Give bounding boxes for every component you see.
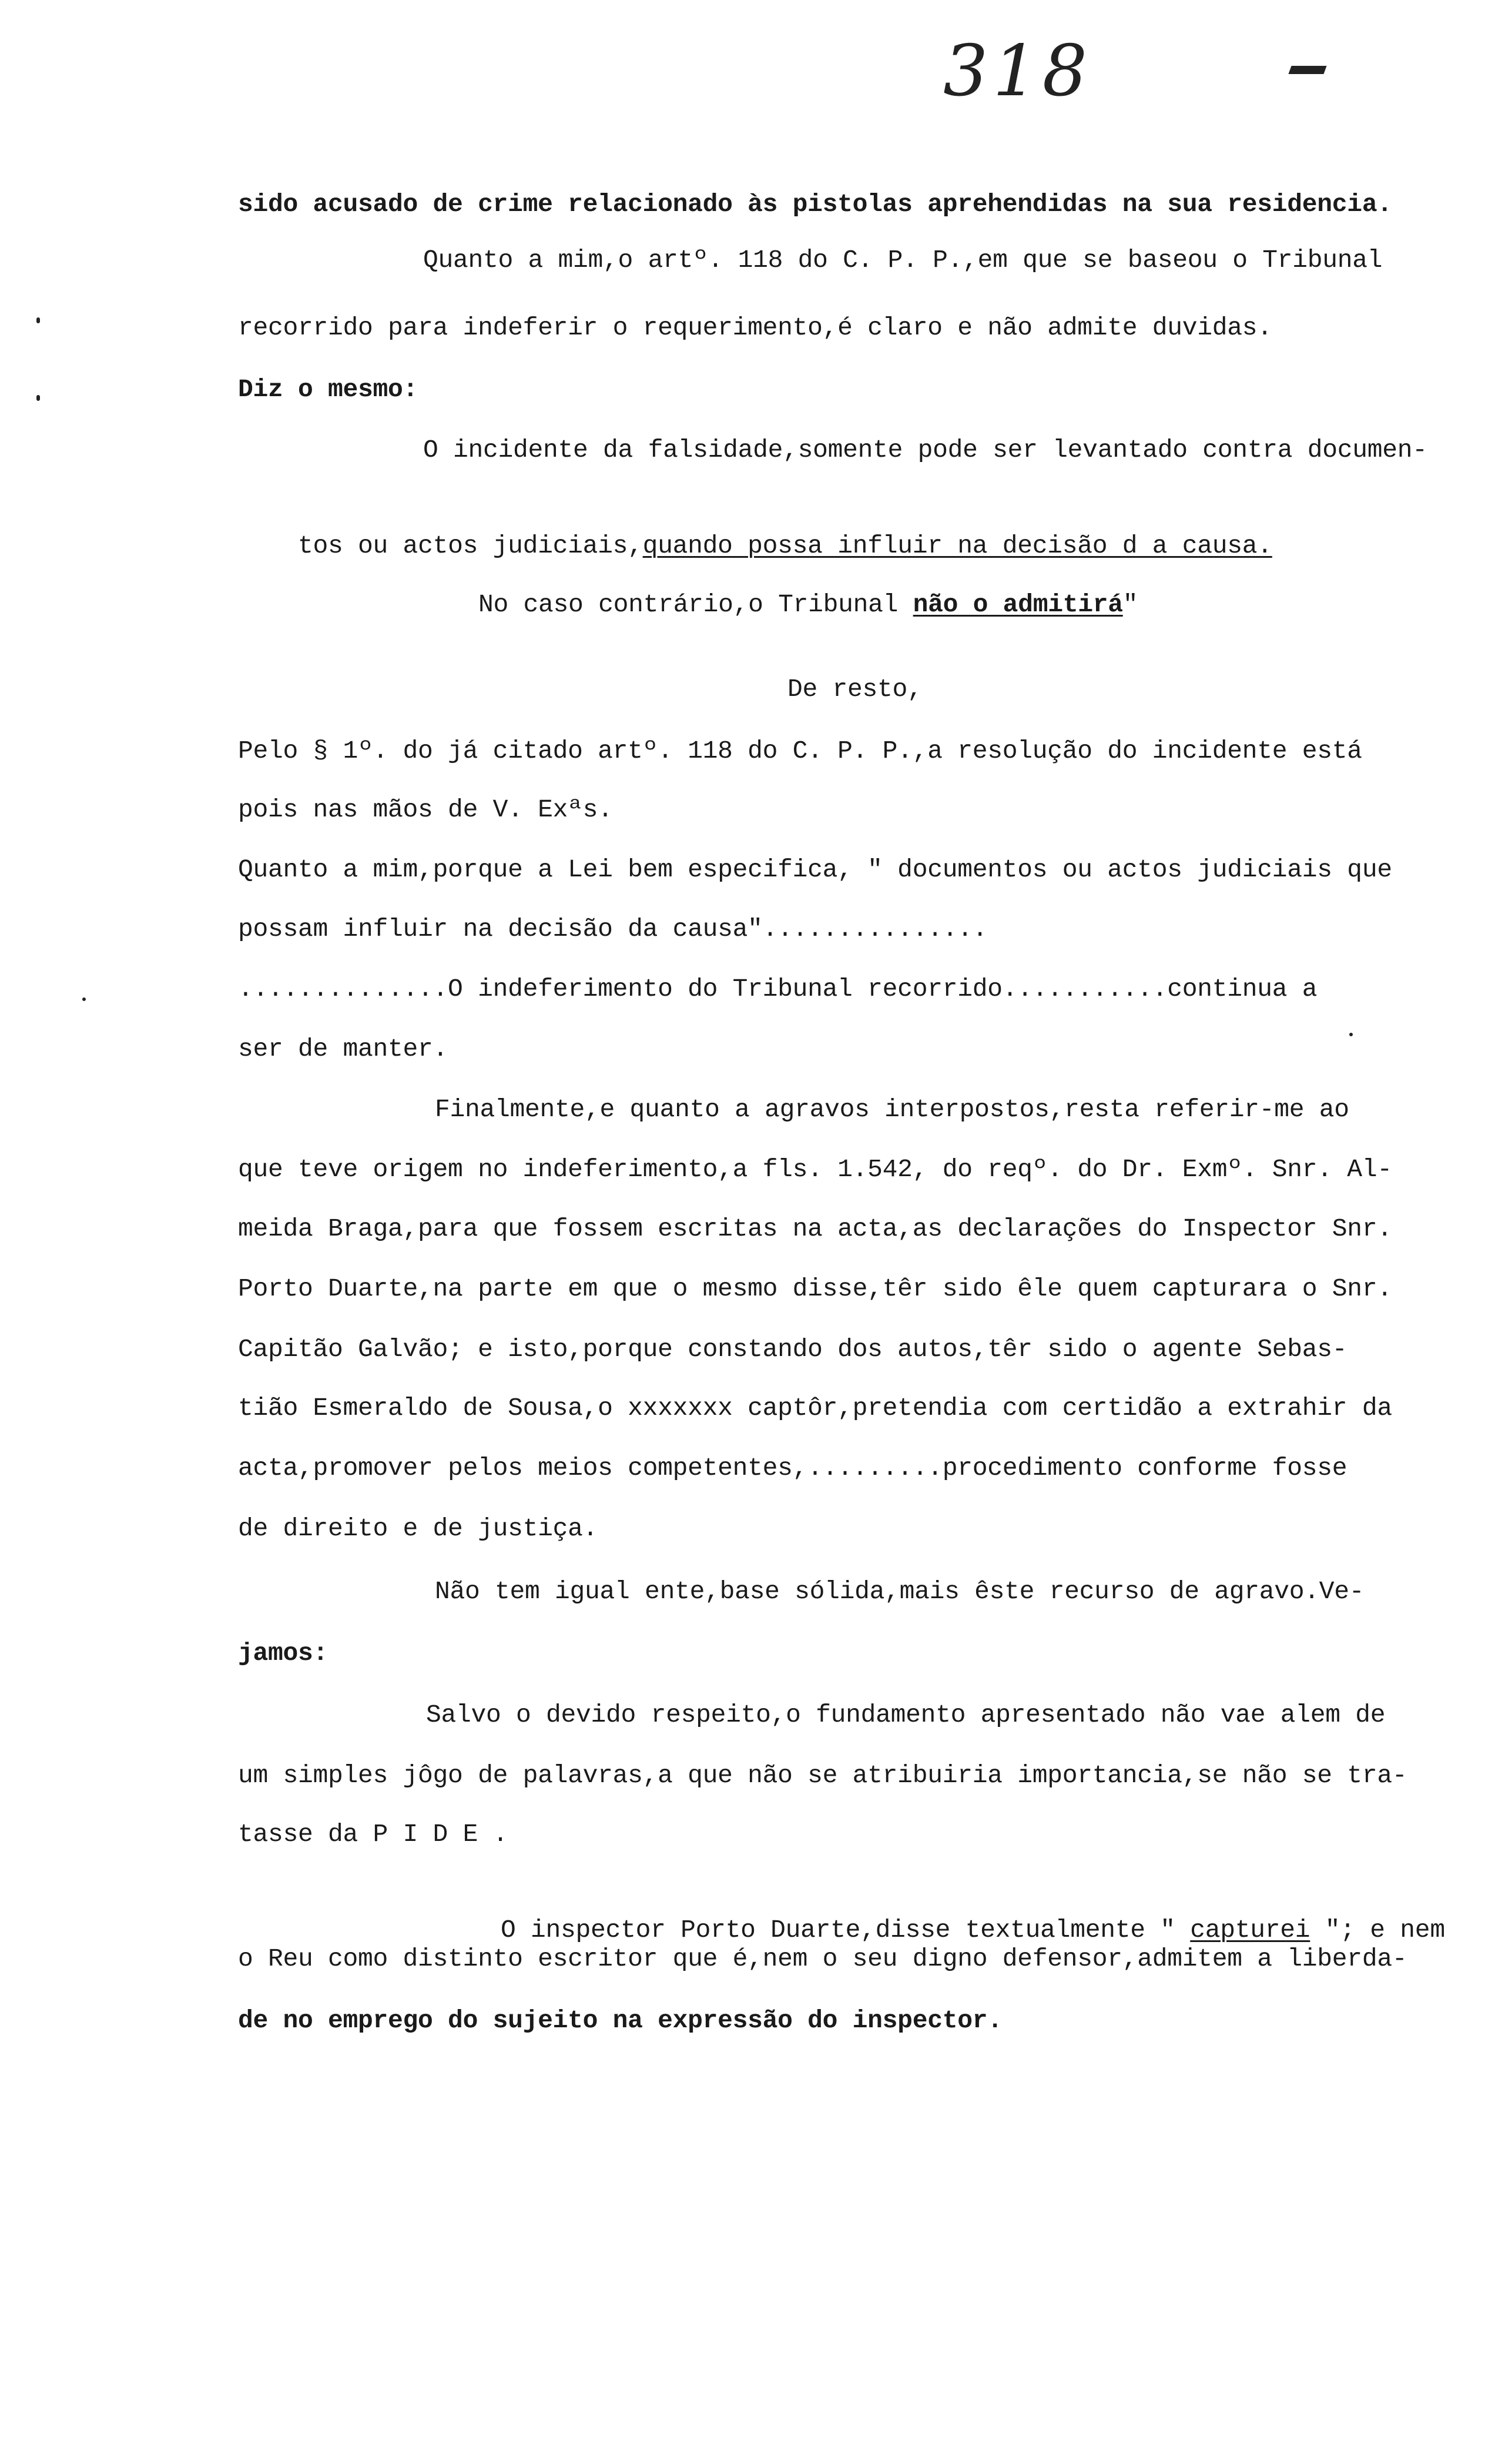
text-line: Porto Duarte,na parte em que o mesmo disse,têr sido êle quem capturara o Snr. [238, 1274, 1392, 1303]
text-line: O incidente da falsidade,somente pode ser levantado contra documen- [423, 436, 1427, 464]
text-line: Pelo § 1º. do já citado artº. 118 do C. P. P.,a resolução do incidente está [238, 736, 1362, 765]
text-line: tasse da P I D E . [238, 1820, 508, 1849]
text-line: acta,promover pelos meios competentes,.........procedimento conforme fosse [238, 1454, 1347, 1482]
text-segment: " [1122, 590, 1138, 619]
text-segment: O inspector Porto Duarte,disse textualmente " [501, 1916, 1191, 1944]
text-line: o Reu como distinto escritor que é,nem o seu digno defensor,admitem a liberda- [238, 1944, 1407, 1973]
text-line: Quanto a mim,porque a Lei bem especifica, " documentos ou actos judiciais que [238, 855, 1392, 884]
page-number: 318 [943, 31, 1092, 112]
text-line: pois nas mãos de V. Exªs. [238, 795, 613, 824]
text-line: Salvo o devido respeito,o fundamento apresentado não vae alem de [426, 1700, 1386, 1729]
underlined-text: não o admitirá [913, 590, 1123, 619]
text-line: Finalmente,e quanto a agravos interpostos,resta referir-me ao [435, 1095, 1349, 1124]
text-segment: "; e nem [1310, 1916, 1445, 1944]
text-segment: tos ou actos judiciais, [298, 531, 643, 560]
text-line: Não tem igual ente,base sólida,mais êste recurso de agravo.Ve- [435, 1577, 1365, 1606]
text-line: de no emprego do sujeito na expressão do inspector. [238, 2006, 1003, 2035]
underlined-text: capturei [1190, 1916, 1310, 1944]
text-line: Diz o mesmo: [238, 375, 418, 404]
margin-mark [36, 395, 40, 401]
margin-mark [36, 317, 40, 323]
text-line: ser de manter. [238, 1035, 448, 1063]
text-line: possam influir na decisão da causa"............... [238, 915, 988, 943]
text-line: um simples jôgo de palavras,a que não se atribuiria importancia,se não se tra- [238, 1761, 1407, 1790]
text-line: jamos: [238, 1639, 329, 1668]
text-line: que teve origem no indeferimento,a fls. 1.542, do reqº. do Dr. Exmº. Snr. Al- [238, 1155, 1392, 1184]
corner-mark [1288, 66, 1326, 74]
text-line: Capitão Galvão; e isto,porque constando dos autos,têr sido o agente Sebas- [238, 1335, 1347, 1364]
text-line: recorrido para indeferir o requerimento,é claro e não admite duvidas. [238, 313, 1272, 342]
text-line: ..............O indeferimento do Tribunal recorrido...........continua a [238, 975, 1318, 1003]
text-line [418, 555, 1138, 654]
text-line: meida Braga,para que fossem escritas na acta,as declarações do Inspector Snr. [238, 1214, 1392, 1243]
text-line: sido acusado de crime relacionado às pistolas aprehendidas na sua residencia. [238, 190, 1392, 219]
text-line: de direito e de justiça. [238, 1514, 598, 1543]
text-line: De resto, [787, 675, 923, 704]
margin-mark [1349, 1033, 1353, 1036]
underlined-text: quando possa influir na decisão d a causa. [642, 531, 1272, 560]
margin-mark [82, 997, 86, 1001]
text-segment: No caso contrário,o Tribunal [478, 590, 913, 619]
text-line: tião Esmeraldo de Sousa,o xxxxxxx captôr,pretendia com certidão a extrahir da [238, 1394, 1392, 1422]
text-line: Quanto a mim,o artº. 118 do C. P. P.,em que se baseou o Tribunal [423, 246, 1383, 274]
